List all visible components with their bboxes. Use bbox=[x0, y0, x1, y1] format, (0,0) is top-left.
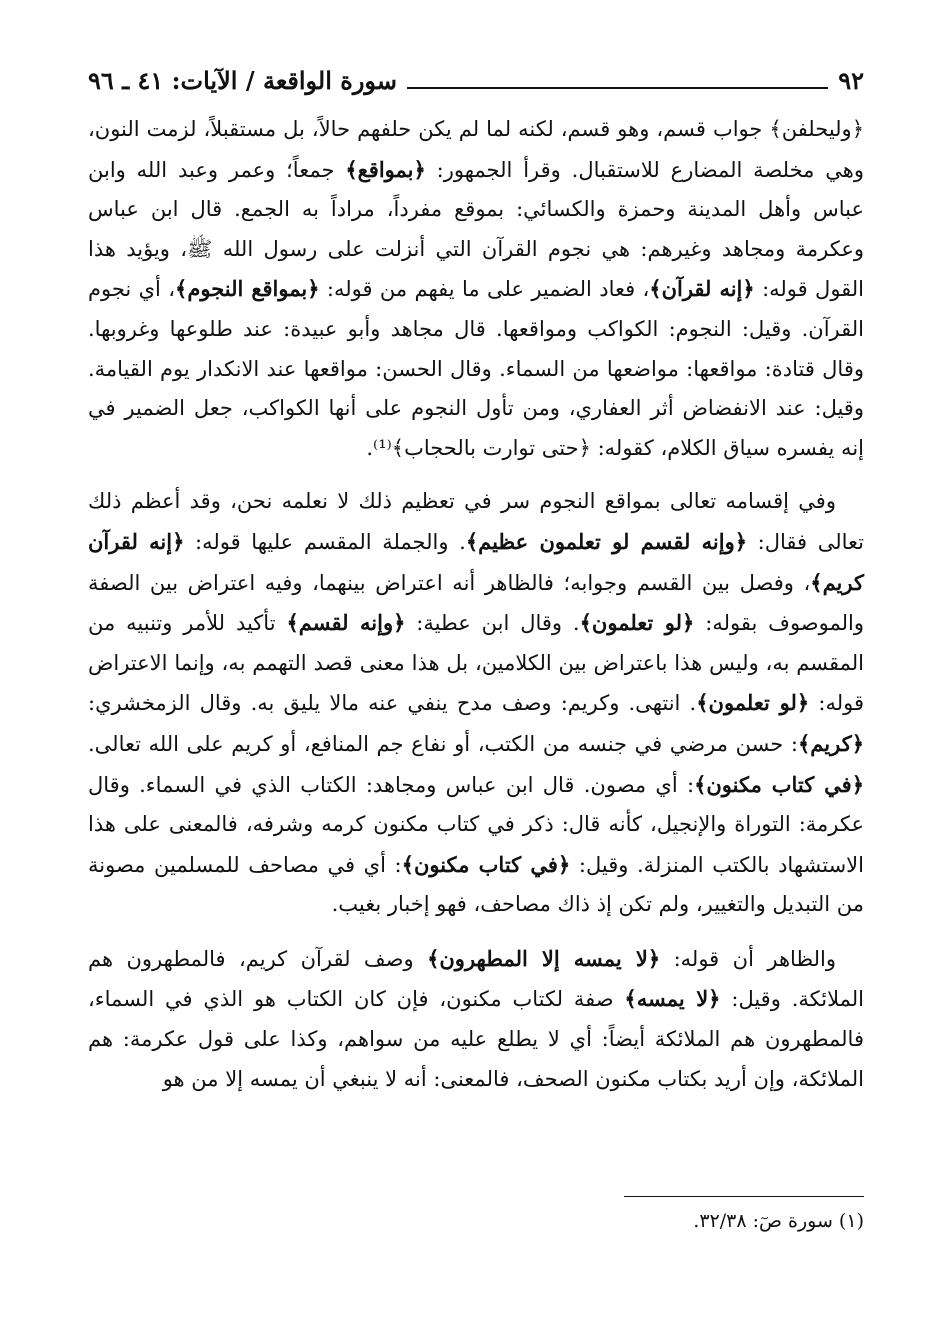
text-run: ، وفصل بين القسم وجوابه؛ فالظاهر أنه اعتراض بينهما، وفيه اعتراض بين الصفة والموصوف بقوله: bbox=[88, 570, 864, 636]
quran-quote: ﴿إنه لقرآن﴾ bbox=[649, 276, 755, 302]
quran-quote: ﴿لا يمسه﴾ bbox=[624, 986, 721, 1012]
text-run: . وقال ابن عطية: bbox=[405, 611, 580, 636]
text-run: تأكيد للأمر وتنبيه من المقسم به، وليس هذا باعتراض بين الكلامين، بل هذا معنى قصد التهمم به، وإنما الاعتراض قوله: bbox=[88, 611, 864, 716]
text-run: والظاهر أن قوله: bbox=[660, 946, 837, 971]
quran-quote: ﴿في كتاب مكنون﴾ bbox=[401, 851, 571, 877]
text-run: صفة لكتاب مكنون، فإن كان الكتاب هو الذي في السماء، فالمطهرون هم الملائكة أيضاً: أي لا يطلع عليه من سواهم، وكذا على قول عكرمة: هم الملائكة، وإن أريد بكتاب مكنون الصحف، فالمعنى: أنه لا ينبغي أن يمسه إلا من هو bbox=[88, 987, 864, 1091]
quran-quote: ﴿وإنه لقسم﴾ bbox=[286, 610, 406, 636]
quran-quote: ﴿إنه لقرآن كريم﴾ bbox=[88, 528, 864, 595]
quran-quote: ﴿لو تعلمون﴾ bbox=[579, 610, 695, 636]
text-run: : أي مصون. قال ابن عباس ومجاهد: الكتاب الذي في السماء. وقال عكرمة: التوراة والإنجيل، كأنه قال: ذكر في كتاب مكنون كرمه وشرفه، فالمعنى على هذا الاستشهاد بالكتب المنزلة. وقيل: bbox=[88, 772, 864, 877]
text-run: : أي في مصاحف للمسلمين مصونة من التبديل والتغيير، ولم تكن إذ ذاك مصاحف، فهو إخبار بغيب. bbox=[88, 852, 864, 917]
paragraph bbox=[88, 110, 864, 468]
text-run: . انتهى. وكريم: وصف مدح ينفي عنه مالا يليق به. وقال الزمخشري: bbox=[88, 691, 697, 716]
page-header bbox=[88, 60, 864, 100]
paragraph bbox=[88, 482, 864, 925]
quran-quote: ﴿كريم﴾ bbox=[797, 730, 864, 756]
quran-quote: ﴿بمواقع النجوم﴾ bbox=[175, 276, 320, 302]
commentary-text bbox=[88, 110, 864, 1099]
text-run: وصف لقرآن كريم، فالمطهرون هم الملائكة. وقيل: bbox=[88, 946, 865, 1012]
surah-title: سورة الواقعة / الآيات: ٤١ ـ ٩٦ bbox=[88, 65, 397, 95]
quran-quote: ﴿وإنه لقسم لو تعلمون عظيم﴾ bbox=[465, 528, 748, 554]
page-number: ٩٢ bbox=[838, 65, 864, 95]
header-rule bbox=[407, 71, 828, 89]
paragraph bbox=[88, 939, 864, 1099]
text-run: . والجملة المقسم عليها قوله: bbox=[184, 529, 466, 554]
text-run: : حسن مرضي في جنسه من الكتب، أو نفاع جم المنافع، أو كريم على الله تعالى. bbox=[88, 731, 798, 756]
text-run: ﴿وليحلفن﴾ جواب قسم، وهو قسم، لكنه لما لم يكن حلفهم حالاً، بل مستقبلاً، لزمت النون، وهي مخلصة المضارع للاستقبال. وقرأ الجمهور: bbox=[88, 117, 864, 182]
quran-quote: ﴿لو تعلمون﴾ bbox=[696, 690, 810, 716]
text-run: ، فعاد الضمير على ما يفهم من قوله: bbox=[319, 277, 650, 302]
quran-quote: ﴿في كتاب مكنون﴾ bbox=[694, 771, 864, 797]
quran-quote: ﴿لا يمسه إلا المطهرون﴾ bbox=[427, 945, 661, 971]
text-run: جمعاً؛ وعمر وعبد الله وابن عباس وأهل المدينة وحمزة والكسائي: بموقع مفرداً، مراداً به الجمع. قال ابن عباس وعكرمة ومجاهد وغيرهم: هي نجوم القرآن التي أنزلت على رسول الله ﷺ، ويؤيد هذا القول قوله: bbox=[88, 157, 865, 302]
footnote-divider bbox=[624, 1196, 864, 1197]
quran-quote: ﴿بمواقع﴾ bbox=[345, 156, 426, 182]
text-run: ، أي نجوم القرآن. وقيل: النجوم: الكواكب ومواقعها. قال مجاهد وأبو عبيدة: عند طلوعها وغروبها. وقال قتادة: مواقعها: مواضعها من السماء. وقال الحسن: مواقعها عند الانكدار يوم القيامة. وقيل: عند الانفضاض أثر العفاري، ومن تأول النجوم على أنها الكواكب، جعل الضمير في إنه يفسره سياق الكلام، كقوله: ﴿حتى توارت بالحجاب﴾⁽¹⁾. bbox=[88, 277, 864, 460]
text-run: وفي إقسامه تعالى بمواقع النجوم سر في تعظيم ذلك لا نعلمه نحن، وقد أعظم ذلك تعالى فقال: bbox=[88, 489, 864, 554]
footnote: (١) سورة صٓ: ٣٢/٣٨. bbox=[693, 1210, 864, 1232]
